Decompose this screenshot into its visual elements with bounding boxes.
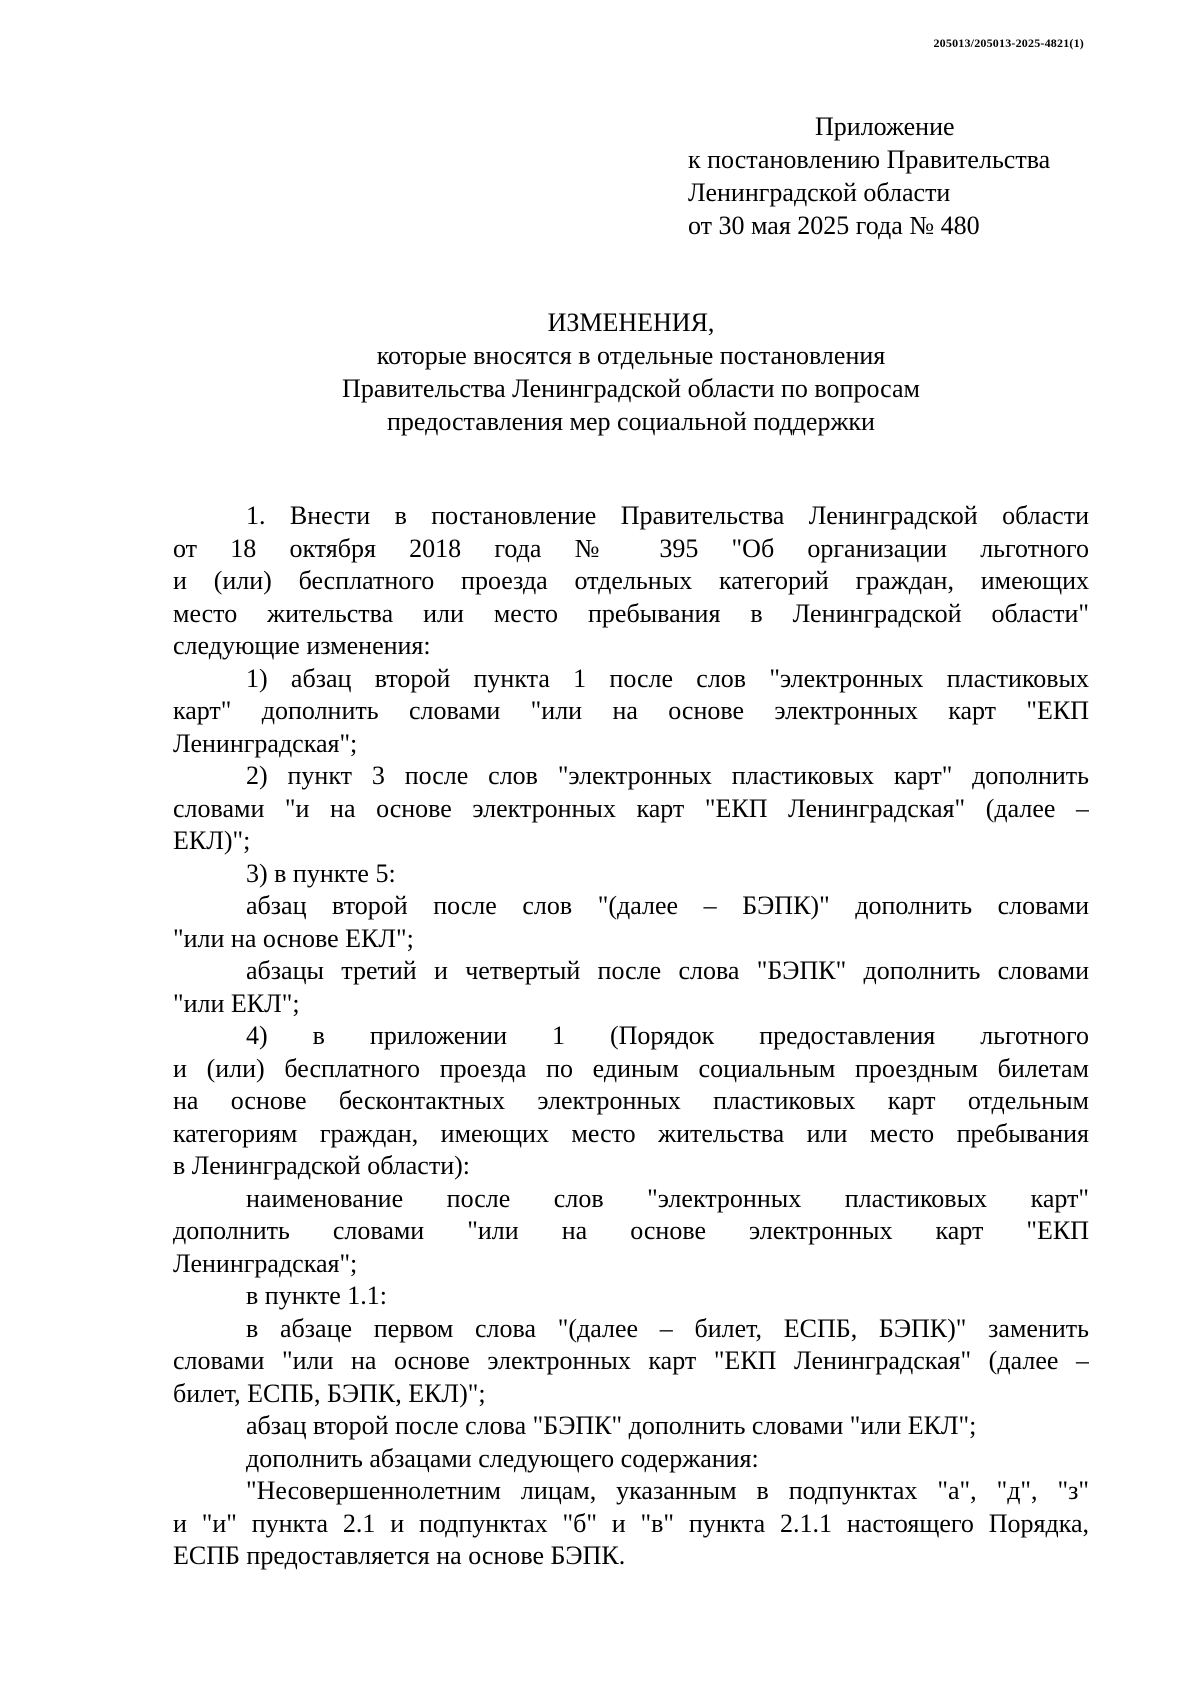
- appendix-line: Приложение: [815, 112, 955, 141]
- body-line: билет, ЕСПБ, БЭПК, ЕКЛ)";: [173, 1378, 486, 1408]
- title-line: предоставления мер социальной поддержки: [387, 407, 875, 436]
- body-line: и (или) бесплатного проезда по единым социальным проездным билетам: [173, 1053, 1089, 1083]
- body-line: "Несовершеннолетним лицам, указанным в подпунктах "а", "д", "з": [246, 1476, 1089, 1505]
- body-line: дополнить словами "или на основе электронных карт "ЕКП: [173, 1216, 1089, 1245]
- body-line: от 18 октября 2018 года № 395 "Об организации льготного: [173, 533, 1089, 563]
- body-line: словами "или на основе электронных карт "ЕКП Ленинградская" (далее –: [173, 1346, 1089, 1375]
- body-line: на основе бесконтактных электронных пластиковых карт отдельным: [173, 1086, 1089, 1115]
- title-line: которые вносятся в отдельные постановления: [376, 341, 886, 370]
- body-line: дополнить абзацами следующего содержания:: [246, 1443, 759, 1473]
- document-id: 205013/205013-2025-4821(1): [933, 36, 1084, 50]
- appendix-line: к постановлению Правительства: [688, 145, 1051, 174]
- body-line: категориям граждан, имеющих место жительства или место пребывания: [173, 1118, 1089, 1148]
- body-line: наименование после слов "электронных пластиковых карт": [246, 1183, 1089, 1213]
- body-line: "или ЕКЛ";: [173, 988, 300, 1018]
- body-line: в Ленинградской области):: [173, 1151, 471, 1180]
- body-line: 1) абзац второй пункта 1 после слов "электронных пластиковых: [246, 663, 1089, 693]
- document-title: [173, 306, 1089, 438]
- body-line: ЕКЛ)";: [173, 826, 251, 855]
- body-line: абзац второй после слова "БЭПК" дополнить словами "или ЕКЛ";: [246, 1411, 977, 1440]
- body-line: абзацы третий и четвертый после слова "БЭПК" дополнить словами: [246, 956, 1089, 985]
- body-line: и "и" пункта 2.1 и подпунктах "б" и "в" пункта 2.1.1 настоящего Порядка,: [173, 1508, 1089, 1538]
- body-line: и (или) бесплатного проезда отдельных категорий граждан, имеющих: [173, 566, 1089, 595]
- body-line: Ленинградская";: [173, 728, 358, 758]
- body-line: 1. Внести в постановление Правительства Ленинградской области: [246, 501, 1089, 530]
- body-line: в пункте 1.1:: [246, 1281, 388, 1310]
- appendix-header: [688, 110, 1108, 242]
- title-line: Правительства Ленинградской области по вопросам: [342, 374, 920, 403]
- body-line: следующие изменения:: [173, 631, 431, 660]
- body-line: 4) в приложении 1 (Порядок предоставления льготного: [246, 1021, 1089, 1050]
- document-body: [173, 500, 1089, 1573]
- title-line: ИЗМЕНЕНИЯ,: [547, 308, 715, 337]
- appendix-line: от 30 мая 2025 года № 480: [688, 211, 980, 240]
- body-line: "или на основе ЕКЛ";: [173, 923, 414, 953]
- body-line: карт" дополнить словами "или на основе электронных карт "ЕКП: [173, 696, 1089, 725]
- appendix-line: Ленинградской области: [688, 178, 951, 207]
- body-line: место жительства или место пребывания в Ленинградской области": [173, 598, 1089, 628]
- body-line: Ленинградская";: [173, 1248, 358, 1278]
- body-line: словами "и на основе электронных карт "ЕКП Ленинградская" (далее –: [173, 793, 1089, 823]
- body-line: ЕСПБ предоставляется на основе БЭПК.: [173, 1541, 626, 1570]
- body-line: 2) пункт 3 после слов "электронных пластиковых карт" дополнить: [246, 761, 1089, 790]
- body-line: 3) в пункте 5:: [246, 858, 396, 888]
- body-line: абзац второй после слов "(далее – БЭПК)" дополнить словами: [246, 891, 1089, 920]
- body-line: в абзаце первом слова "(далее – билет, ЕСПБ, БЭПК)" заменить: [246, 1313, 1089, 1343]
